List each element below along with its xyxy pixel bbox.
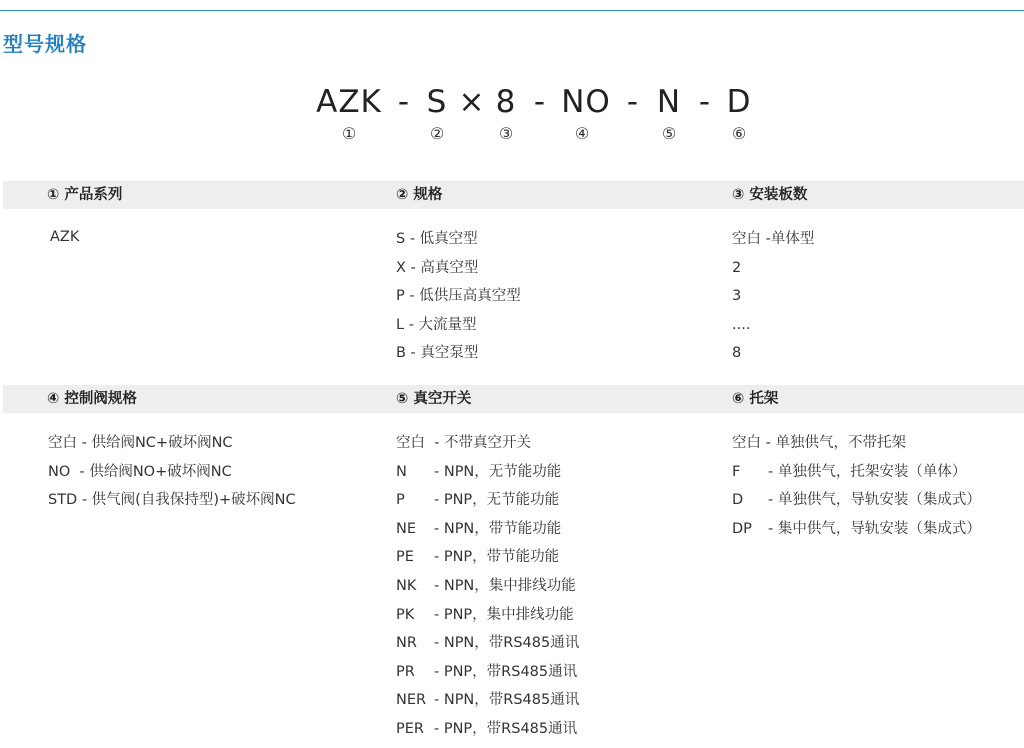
list-item: N - NPN，无节能功能 [396, 463, 562, 480]
code-number: ① [341, 124, 357, 143]
section-header-band [3, 385, 1024, 413]
list-item: .... [732, 316, 751, 333]
list-item: PER - PNP，带RS485通讯 [396, 720, 578, 737]
list-item: NO - 供给阀NO+破坏阀NC [48, 463, 232, 480]
code-dash: - [626, 84, 640, 120]
bracket-list [732, 429, 981, 543]
valve-list [48, 429, 296, 515]
list-item: 8 [732, 345, 742, 362]
section-title-spec: ② 规格 [396, 187, 443, 203]
code-times: × [458, 84, 486, 120]
code-series: AZK [316, 84, 382, 120]
switch-list [396, 429, 579, 744]
list-item: NR - NPN，带RS485通讯 [396, 635, 580, 652]
code-number: ④ [574, 124, 590, 143]
code-number: ③ [498, 124, 514, 143]
list-item: 3 [732, 288, 742, 305]
code-number: ⑥ [731, 124, 747, 143]
code-valve: NO [561, 84, 611, 120]
model-code [0, 84, 1024, 154]
list-item: DP - 集中供气，导轨安装（集成式） [732, 520, 981, 537]
list-item: P - 低供压高真空型 [396, 288, 521, 305]
list-item: PE - PNP，带节能功能 [396, 549, 560, 566]
list-item: 空白 -单体型 [732, 231, 815, 247]
boards-list [732, 225, 814, 368]
code-bracket: D [726, 84, 752, 120]
code-switch: N [656, 84, 682, 120]
list-item: D - 单独供气，导轨安装（集成式） [732, 492, 981, 509]
list-item: NER - NPN，带RS485通讯 [396, 692, 580, 709]
series-list [50, 223, 79, 252]
section-header-band [3, 181, 1024, 209]
spec-list [396, 225, 521, 368]
section-title-switch: ⑤ 真空开关 [396, 391, 472, 407]
list-item: S - 低真空型 [396, 231, 478, 247]
list-item: B - 真空泵型 [396, 345, 479, 362]
list-item: NE - NPN，带节能功能 [396, 520, 562, 537]
list-item: X - 高真空型 [396, 259, 479, 276]
list-item: P - PNP，无节能功能 [396, 492, 560, 509]
list-item: NK - NPN，集中排线功能 [396, 577, 576, 594]
top-divider [0, 10, 1024, 11]
list-item: L - 大流量型 [396, 316, 477, 333]
list-item: 空白 - 单独供气，不带托架 [732, 435, 906, 451]
code-number: ⑤ [661, 124, 677, 143]
list-item: F - 单独供气，托架安装（单体） [732, 463, 967, 480]
list-item: AZK [50, 229, 80, 245]
list-item: PK - PNP，集中排线功能 [396, 606, 574, 623]
code-dash: - [533, 84, 547, 120]
code-number: ② [429, 124, 445, 143]
list-item: 2 [732, 259, 742, 276]
code-spec: S [426, 84, 448, 120]
section-title-boards: ③ 安装板数 [732, 187, 808, 203]
list-item: 空白 - 不带真空开关 [396, 435, 532, 451]
code-dash: - [397, 84, 411, 120]
list-item: 空白 - 供给阀NC+破坏阀NC [48, 435, 233, 451]
section-title-valve: ④ 控制阀规格 [47, 391, 137, 407]
code-boards: 8 [495, 84, 517, 120]
list-item: PR - PNP，带RS485通讯 [396, 663, 578, 680]
code-dash: - [698, 84, 712, 120]
list-item: STD - 供气阀(自我保持型)+破坏阀NC [48, 492, 296, 509]
section-title-bracket: ⑥ 托架 [732, 391, 779, 407]
page-title: 型号规格 [3, 32, 87, 56]
section-title-series: ① 产品系列 [47, 187, 123, 203]
